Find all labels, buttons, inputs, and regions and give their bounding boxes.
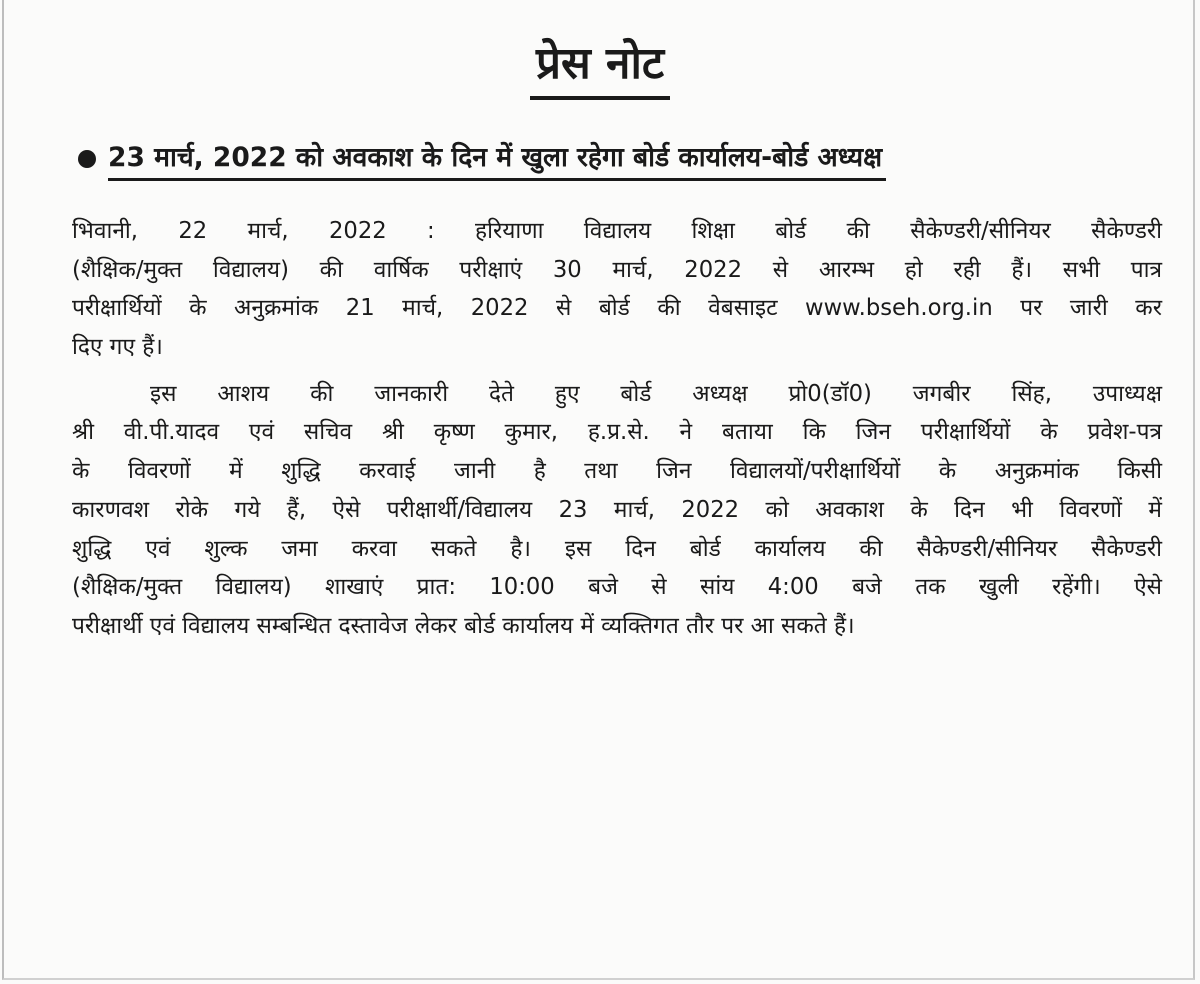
body-line: इस आशय की जानकारी देते हुए बोर्ड अध्यक्ष प्रो0(डॉ0) जगबीर सिंह, उपाध्यक्ष (150, 380, 1162, 407)
headline: 23 मार्च, 2022 को अवकाश के दिन में खुला रहेगा बोर्ड कार्यालय-बोर्ड अध्यक्ष (108, 138, 886, 181)
body-line: श्री वी.पी.यादव एवं सचिव श्री कृष्ण कुमार, ह.प्र.से. ने बताया कि जिन परीक्षार्थियों के प्रवेश-पत्र (72, 419, 1162, 446)
body-line: (शैक्षिक/मुक्त विद्यालय) शाखाएं प्रात: 10:00 बजे से सांय 4:00 बजे तक खुली रहेंगी। ऐसे (72, 574, 1162, 601)
paragraph-gap (72, 367, 1162, 375)
title-block (0, 34, 1200, 100)
body-line: परीक्षार्थी एवं विद्यालय सम्बन्धित दस्तावेज लेकर बोर्ड कार्यालय में व्यक्तिगत तौर पर आ सकते हैं। (72, 612, 855, 639)
press-note-body (72, 212, 1162, 646)
body-line: शुद्धि एवं शुल्क जमा करवा सकते है। इस दिन बोर्ड कार्यालय की सैकेण्डरी/सीनियर सैकेण्डरी (72, 535, 1162, 562)
body-line: कारणवश रोके गये हैं, ऐसे परीक्षार्थी/विद्यालय 23 मार्च, 2022 को अवकाश के दिन भी विवरणों में (72, 496, 1162, 523)
body-line: दिए गए हैं। (72, 334, 163, 361)
page-title: प्रेस नोट (530, 34, 670, 100)
body-line: के विवरणों में शुद्धि करवाई जानी है तथा जिन विद्यालयों/परीक्षार्थियों के अनुक्रमांक किसी (72, 458, 1162, 485)
body-line: भिवानी, 22 मार्च, 2022 : हरियाणा विद्यालय शिक्षा बोर्ड की सैकेण्डरी/सीनियर सैकेण्डरी (72, 218, 1162, 244)
body-line: परीक्षार्थियों के अनुक्रमांक 21 मार्च, 2022 से बोर्ड की वेबसाइट www.bseh.org.in पर जारी कर (72, 295, 1162, 322)
body-line: (शैक्षिक/मुक्त विद्यालय) की वार्षिक परीक्षाएं 30 मार्च, 2022 से आरम्भ हो रही हैं। सभी पात्र (72, 256, 1162, 283)
headline-block (78, 138, 1078, 184)
bullet-icon (78, 150, 96, 168)
